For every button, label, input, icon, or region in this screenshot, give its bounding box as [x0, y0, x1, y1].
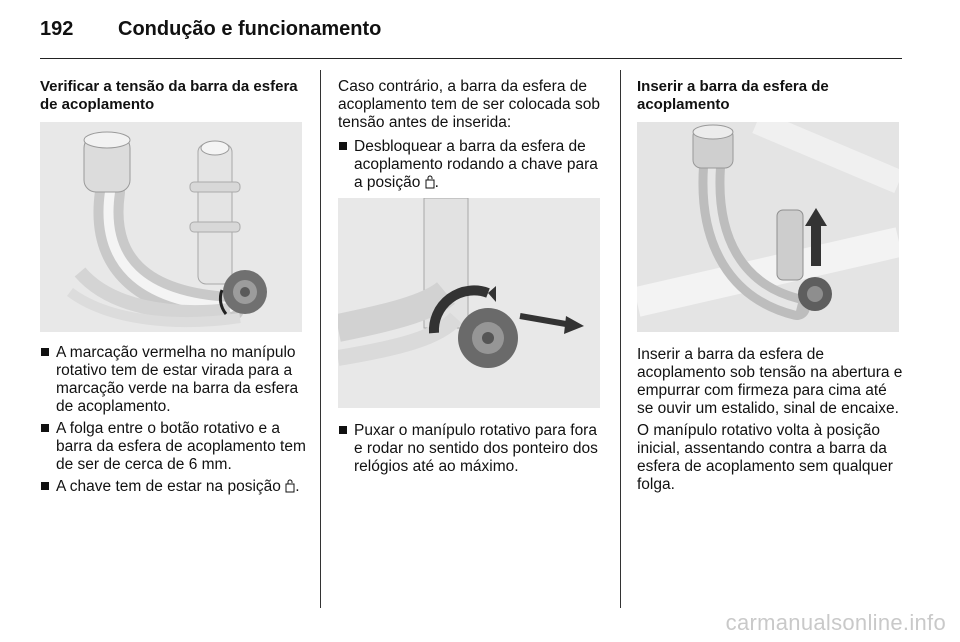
column-divider-2 — [620, 70, 621, 608]
list-item: A folga entre o botão rotativo e a barra da esfera de acoplamento tem de ser de cerca de 6 mm. — [40, 420, 306, 474]
column-insert-bar — [637, 78, 903, 494]
check-tension-list — [40, 344, 306, 496]
bullet-square-icon — [41, 482, 49, 490]
apply-tension-list-1 — [338, 138, 604, 192]
list-item: Desbloquear a barra da esfera de acoplamento rodando a chave para a posição . — [338, 138, 604, 192]
key-position-icon — [285, 479, 295, 493]
list-item: A chave tem de estar na posição . — [40, 478, 306, 496]
column-divider-1 — [320, 70, 321, 608]
apply-tension-list-2 — [338, 422, 604, 476]
figure-tow-bar-check — [40, 122, 302, 332]
bullet-square-icon — [41, 424, 49, 432]
bullet-square-icon — [41, 348, 49, 356]
bullet-square-icon — [339, 426, 347, 434]
header-rule — [40, 58, 902, 59]
page-number: 192 — [40, 18, 74, 40]
figure-insert-tow-bar — [637, 122, 899, 332]
column-apply-tension — [338, 78, 604, 480]
chapter-title: Condução e funcionamento — [118, 18, 382, 40]
list-item: A marcação vermelha no manípulo rotativo tem de estar virada para a marcação verde na barra da esfera de acoplamento. — [40, 344, 306, 416]
figure-pull-rotate-knob — [338, 198, 600, 408]
key-position-icon — [425, 175, 435, 189]
list-item: Puxar o manípulo rotativo para fora e rodar no sentido dos ponteiro dos relógios até ao máximo. — [338, 422, 604, 476]
bullet-square-icon — [339, 142, 347, 150]
page-header — [40, 18, 381, 48]
column-check-tension — [40, 78, 306, 500]
knob-return-paragraph: O manípulo rotativo volta à posição inicial, assentando contra a barra da esfera de acoplamento sem qualquer folga. — [637, 422, 893, 493]
section-heading-insert-bar: Inserir a barra da esfera de acoplamento — [637, 78, 829, 113]
section-heading-check-tension: Verificar a tensão da barra da esfera de acoplamento — [40, 78, 298, 113]
insert-instruction-paragraph: Inserir a barra da esfera de acoplamento sob tensão na abertura e empurrar com firmeza para cima até se ouvir um estalido, sinal de encaixe. — [637, 346, 903, 417]
intro-paragraph: Caso contrário, a barra da esfera de acoplamento tem de ser colocada sob tensão antes de inserida: — [338, 78, 600, 131]
watermark-text: carmanualsonline.info — [725, 610, 946, 635]
